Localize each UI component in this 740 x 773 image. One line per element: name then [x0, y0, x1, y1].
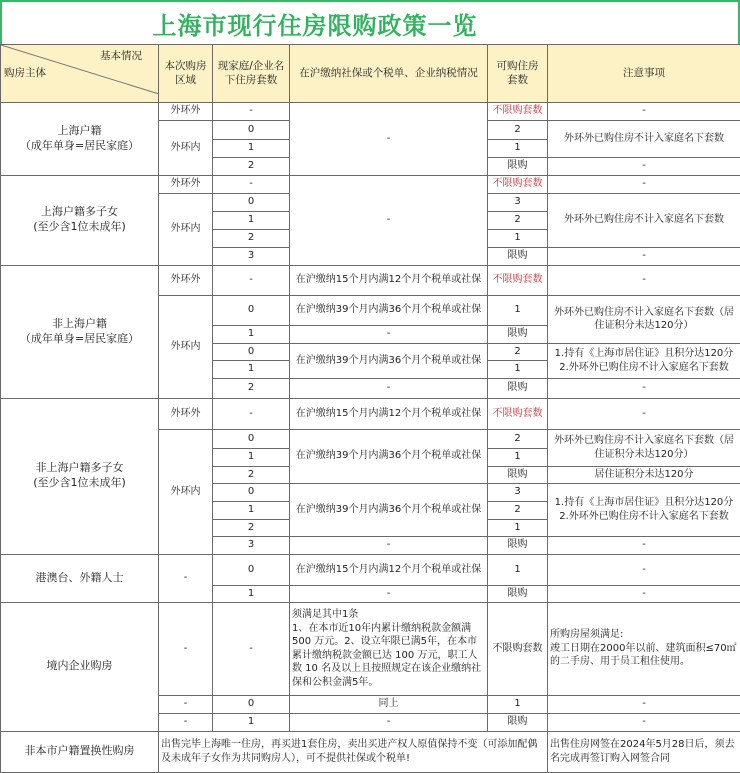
table-cell: 外环外已购住房不计入家庭名下套数: [548, 120, 740, 157]
table-cell: -: [159, 554, 213, 602]
table-cell: 1: [488, 695, 548, 713]
table-cell: 外环外: [159, 102, 213, 120]
table-cell: 限购: [488, 713, 548, 731]
table-cell: 1: [213, 448, 290, 466]
table-cell: 1: [488, 139, 548, 157]
table-cell: 2: [488, 120, 548, 139]
page-title: 上海市现行住房限购政策一览: [153, 6, 478, 41]
table-cell: -: [213, 102, 290, 120]
table-cell: 2: [488, 343, 548, 360]
table-cell: 2: [213, 519, 290, 536]
table-cell: 在沪缴纳15个月内满12个月个税单或社保: [290, 554, 488, 585]
corner-header-cell: [1, 45, 159, 103]
table-cell: 0: [213, 193, 290, 211]
table-cell: -: [548, 536, 740, 554]
buyer-type-cell: 上海户籍多子女 (至少含1位未成年): [1, 175, 159, 265]
table-cell: 2: [488, 501, 548, 519]
table-cell: 2: [213, 229, 290, 247]
table-cell: 2: [213, 378, 290, 398]
table-cell: 居住证积分未达120分: [548, 466, 740, 483]
table-cell: -: [159, 713, 213, 731]
table-cell: -: [548, 247, 740, 265]
table-cell: 1: [213, 139, 290, 157]
table-cell: 同上: [290, 695, 488, 713]
unlimited-badge: 不限购套数: [488, 102, 548, 120]
table-cell: -: [548, 265, 740, 295]
table-cell: 在沪缴纳15个月内满12个月个税单或社保: [290, 265, 488, 295]
table-cell: 在沪缴纳39个月内满36个月个税单或社保: [290, 429, 488, 483]
table-cell: 外环内: [159, 295, 213, 398]
table-cell: -: [290, 536, 488, 554]
table-row: [1, 265, 740, 295]
table-cell: -: [213, 175, 290, 193]
table-cell: 限购: [488, 247, 548, 265]
buyer-type-cell: 港澳台、外籍人士: [1, 554, 159, 602]
table-cell: -: [548, 585, 740, 602]
table-cell: 2: [213, 466, 290, 483]
table-cell: 外环内: [159, 429, 213, 554]
table-row: [1, 175, 740, 193]
table-cell: 限购: [488, 585, 548, 602]
table-cell: 外环内: [159, 193, 213, 265]
table-cell: 限购: [488, 157, 548, 175]
table-cell: -: [548, 378, 740, 398]
policy-table: [0, 44, 740, 773]
column-header-tax: 在沪缴纳社保或个税单、企业纳税情况: [290, 45, 488, 103]
corner-bottom-label: 购房主体: [4, 66, 46, 80]
table-cell: 1: [213, 713, 290, 731]
table-row: [1, 102, 740, 120]
table-cell: 限购: [488, 536, 548, 554]
buyer-type-cell: 非本市户籍置换性购房: [1, 731, 159, 772]
table-cell: -: [290, 102, 488, 175]
table-cell: 0: [213, 295, 290, 325]
buyer-type-cell: 上海户籍 （成年单身=居民家庭）: [1, 102, 159, 175]
table-cell: 2: [213, 157, 290, 175]
table-row: [1, 554, 740, 585]
column-header-notes: 注意事项: [548, 45, 740, 103]
table-cell: -: [290, 713, 488, 731]
buyer-type-cell: 非上海户籍多子女 (至少含1位未成年): [1, 398, 159, 554]
table-cell: -: [548, 695, 740, 713]
header-row: [1, 45, 740, 103]
table-cell: 1: [488, 360, 548, 378]
table-cell: -: [290, 378, 488, 398]
table-cell: 不限购套数: [488, 602, 548, 695]
table-cell: 0: [213, 120, 290, 139]
table-cell: 1: [213, 325, 290, 343]
table-cell: 1: [213, 501, 290, 519]
table-cell: -: [290, 325, 488, 343]
buyer-type-cell: 境内企业购房: [1, 602, 159, 731]
table-cell: 1: [488, 295, 548, 325]
table-cell: 限购: [488, 378, 548, 398]
column-header-allowed: 可购住房 套数: [488, 45, 548, 103]
column-header-area: 本次购房 区域: [159, 45, 213, 103]
table-cell: 1: [213, 360, 290, 378]
table-cell: -: [548, 102, 740, 120]
column-header-owned: 现家庭/企业名 下住房套数: [213, 45, 290, 103]
unlimited-badge: 不限购套数: [488, 398, 548, 429]
table-cell: -: [213, 602, 290, 695]
table-cell: 3: [488, 193, 548, 211]
table-cell: -: [290, 585, 488, 602]
table-cell: -: [548, 713, 740, 731]
table-cell: 限购: [488, 466, 548, 483]
table-cell: 须满足其中1条 1、在本市近10年内累计缴纳税款金额满500 万元。2、设立年限已满5年，在本市累计缴纳税款金额已达 100 万元，职工人数 10 名及以上且按照规定在该企业缴纳社保和公积金满5年。: [290, 602, 488, 695]
table-row: [1, 602, 740, 695]
table-cell: 1.持有《上海市居住证》且积分达120分 2.外环外已购住房不计入家庭名下套数: [548, 343, 740, 378]
table-cell: -: [159, 695, 213, 713]
table-cell: -: [290, 175, 488, 265]
table-row: [1, 398, 740, 429]
table-cell: 出售完毕上海唯一住房，再买进1套住房，卖出买进产权人原值保持不变（可添加配偶及未成年子女作为共同购房人），可不提供社保或个税单!: [159, 731, 548, 772]
table-cell: 1: [488, 519, 548, 536]
table-cell: 0: [213, 554, 290, 585]
table-cell: 外环外: [159, 265, 213, 295]
table-cell: 外环外已购住房不计入家庭名下套数: [548, 193, 740, 247]
table-cell: 3: [213, 247, 290, 265]
table-cell: 3: [213, 536, 290, 554]
table-cell: 在沪缴纳15个月内满12个月个税单或社保: [290, 398, 488, 429]
unlimited-badge: 不限购套数: [488, 175, 548, 193]
table-cell: -: [548, 175, 740, 193]
table-cell: -: [213, 265, 290, 295]
table-cell: 在沪缴纳39个月内满36个月个税单或社保: [290, 343, 488, 378]
table-row: [1, 731, 740, 772]
buyer-type-cell: 非上海户籍 （成年单身=居民家庭）: [1, 265, 159, 398]
table-cell: -: [548, 157, 740, 175]
corner-top-label: 基本情况: [100, 49, 142, 63]
table-cell: 限购: [488, 325, 548, 343]
table-cell: 外环外已购住房不计入家庭名下套数（居住证积分未达120分）: [548, 429, 740, 466]
table-cell: -: [213, 398, 290, 429]
table-cell: 出售住房网签在2024年5月28日后，须去名完成再签订购入网签合同: [548, 731, 740, 772]
table-cell: 在沪缴纳39个月内满36个月个税单或社保: [290, 295, 488, 325]
table-cell: 外环外: [159, 398, 213, 429]
table-cell: 1: [213, 585, 290, 602]
table-cell: -: [548, 398, 740, 429]
table-cell: 在沪缴纳39个月内满36个月个税单或社保: [290, 483, 488, 536]
table-cell: -: [548, 554, 740, 585]
table-cell: 1.持有《上海市居住证》且积分达120分 2.外环外已购住房不计入家庭名下套数: [548, 483, 740, 536]
table-cell: 外环内: [159, 120, 213, 175]
table-cell: 1: [488, 554, 548, 585]
table-cell: 1: [488, 229, 548, 247]
table-cell: 3: [488, 483, 548, 501]
table-cell: 所购房屋须满足: 竣工日期在2000年以前、建筑面积≤70㎡的二手房、用于员工租住使用。: [548, 602, 740, 695]
table-cell: 2: [488, 429, 548, 448]
table-cell: 1: [213, 211, 290, 229]
table-cell: -: [159, 602, 213, 695]
table-cell: 2: [488, 211, 548, 229]
table-cell: 1: [488, 448, 548, 466]
table-cell: 0: [213, 695, 290, 713]
title-banner: [0, 0, 740, 44]
table-cell: 0: [213, 429, 290, 448]
table-cell: 0: [213, 343, 290, 360]
table-cell: 外环外已购住房不计入家庭名下套数（居住证积分未达120分）: [548, 295, 740, 343]
table-cell: 外环外: [159, 175, 213, 193]
unlimited-badge: 不限购套数: [488, 265, 548, 295]
table-cell: 0: [213, 483, 290, 501]
